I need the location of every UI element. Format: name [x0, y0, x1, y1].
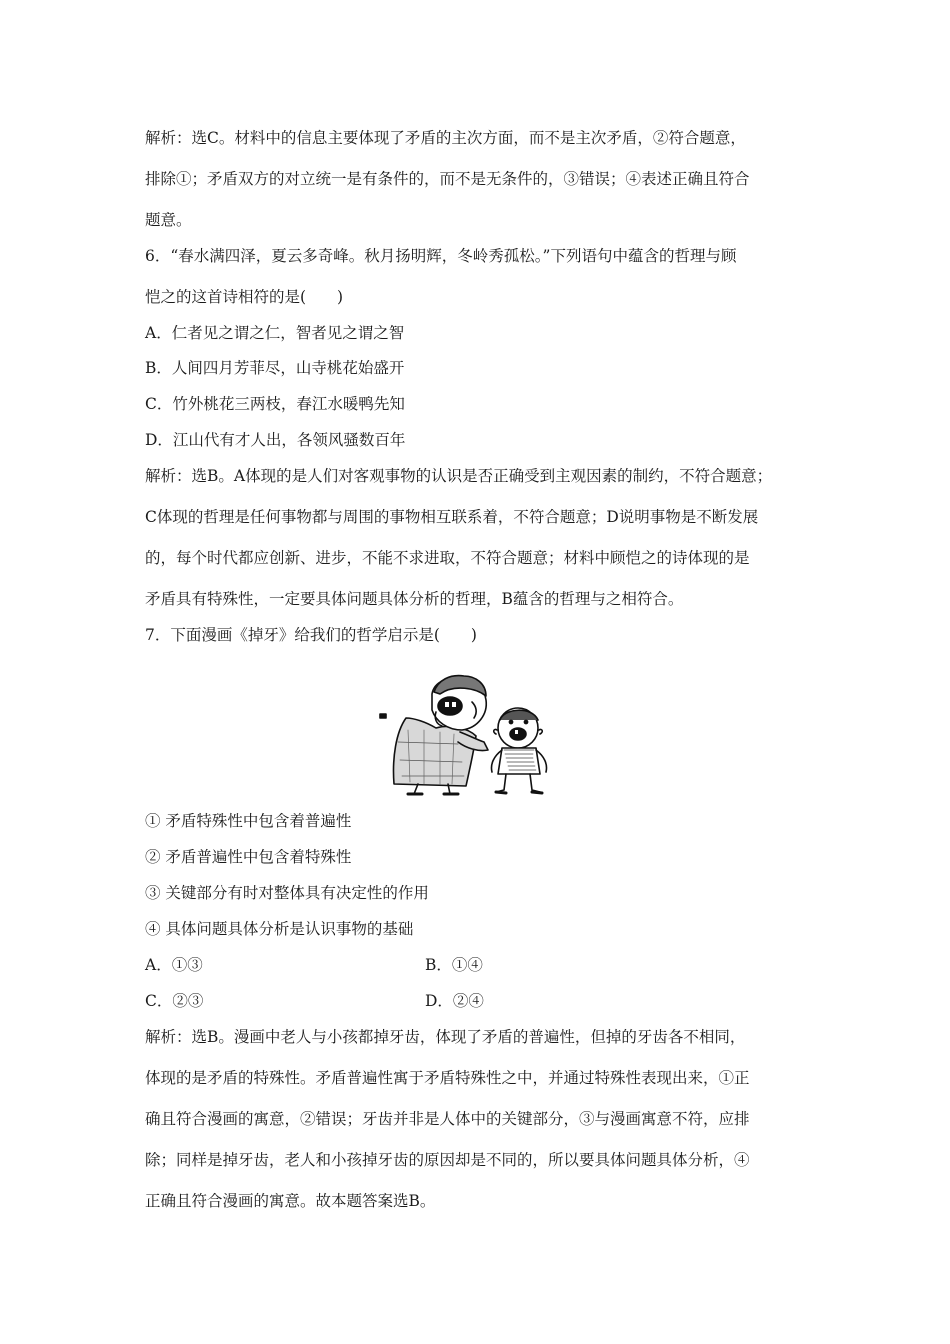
cartoon-image [378, 672, 596, 796]
option-b: B．人间四月芳菲尽，山寺桃花始盛开 [145, 359, 405, 377]
question-stem: 7．下面漫画《掉牙》给我们的哲学启示是( ) [145, 626, 477, 644]
option-d: D．江山代有才人出，各领风骚数百年 [145, 431, 406, 449]
option-b: B．①④ [425, 956, 483, 974]
analysis-line: 体现的是矛盾的特殊性。矛盾普遍性寓于矛盾特殊性之中，并通过特殊性表现出来，①正 [145, 1069, 750, 1087]
analysis-line: 正确且符合漫画的寓意。故本题答案选B。 [145, 1192, 436, 1210]
question-stem: 恺之的这首诗相符的是( ) [145, 288, 344, 306]
analysis-line: 解析：选B。漫画中老人与小孩都掉牙齿，体现了矛盾的普遍性，但掉的牙齿各不相同， [145, 1028, 746, 1046]
text-line: 排除①；矛盾双方的对立统一是有条件的，而不是无条件的，③错误；④表述正确且符合 [145, 170, 750, 188]
text-line: 解析：选C。材料中的信息主要体现了矛盾的主次方面，而不是主次矛盾，②符合题意， [145, 129, 746, 147]
statement-4: ④ 具体问题具体分析是认识事物的基础 [145, 920, 414, 938]
analysis-line: 的，每个时代都应创新、进步，不能不求进取，不符合题意；材料中顾恺之的诗体现的是 [145, 549, 750, 567]
option-c: C．②③ [145, 992, 204, 1010]
statement-2: ② 矛盾普遍性中包含着特殊性 [145, 848, 352, 866]
question-stem: 6．“春水满四泽，夏云多奇峰。秋月扬明辉，冬岭秀孤松。”下列语句中蕴含的哲理与顾 [145, 247, 737, 265]
analysis-line: 除；同样是掉牙齿，老人和小孩掉牙齿的原因却是不同的，所以要具体问题具体分析，④ [145, 1151, 750, 1169]
analysis-line: 确且符合漫画的寓意，②错误；牙齿并非是人体中的关键部分，③与漫画寓意不符，应排 [145, 1110, 750, 1128]
analysis-line: 解析：选B。A体现的是人们对客观事物的认识是否正确受到主观因素的制约，不符合题意； [145, 467, 773, 485]
statement-3: ③ 关键部分有时对整体具有决定性的作用 [145, 884, 429, 902]
analysis-line: 矛盾具有特殊性，一定要具体问题具体分析的哲理，B蕴含的哲理与之相符合。 [145, 590, 684, 608]
option-a: A．①③ [145, 956, 203, 974]
analysis-line: C体现的哲理是任何事物都与周围的事物相互联系着，不符合题意；D说明事物是不断发展 [145, 508, 759, 526]
option-d: D．②④ [425, 992, 484, 1010]
text-line: 题意。 [145, 211, 192, 229]
statement-1: ① 矛盾特殊性中包含着普遍性 [145, 812, 352, 830]
option-a: A．仁者见之谓之仁，智者见之谓之智 [145, 324, 405, 342]
option-c: C．竹外桃花三两枝，春江水暖鸭先知 [145, 395, 405, 413]
